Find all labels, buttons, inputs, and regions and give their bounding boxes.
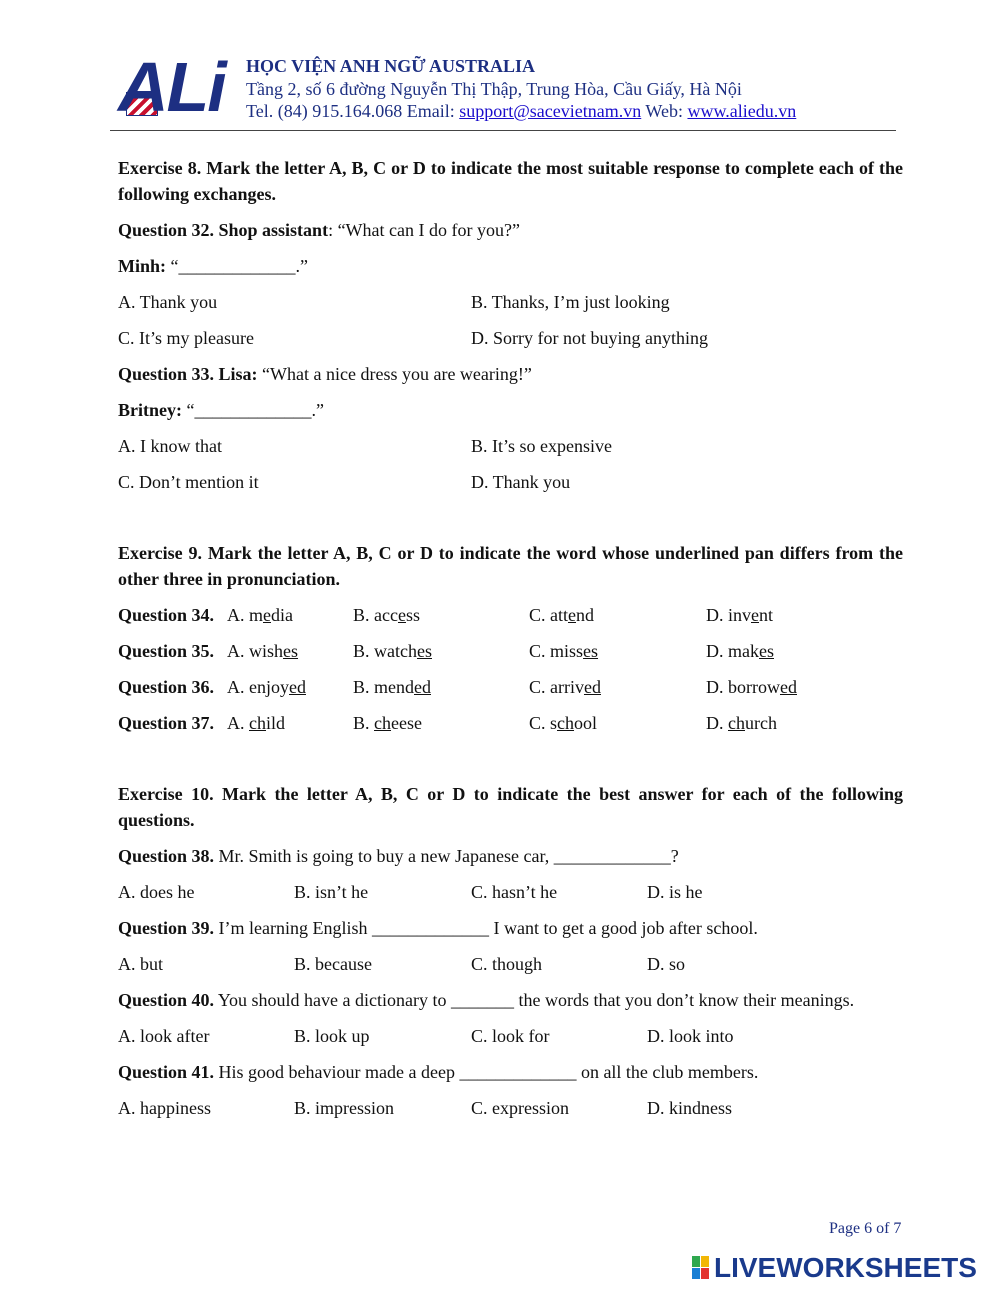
question-41-label: Question 41. bbox=[118, 1062, 215, 1082]
question-32-label: Question 32. Shop assistant bbox=[118, 220, 329, 240]
option-d[interactable]: D. Sorry for not buying anything bbox=[471, 328, 708, 348]
option-c[interactable]: C. look for bbox=[471, 1026, 550, 1046]
option-a[interactable]: A. wishes bbox=[227, 641, 299, 661]
tel-label: Tel. (84) 915.164.068 Email: bbox=[246, 101, 460, 121]
option-a[interactable]: A. but bbox=[118, 954, 163, 974]
options-row bbox=[118, 289, 903, 325]
option-c[interactable]: C. though bbox=[471, 954, 543, 974]
question-33 bbox=[118, 361, 903, 397]
exercise-10-instruction: Exercise 10. Mark the letter A, B, C or D to indicate the best answer for each of the following questions. bbox=[118, 784, 903, 830]
option-a[interactable]: A. does he bbox=[118, 882, 195, 902]
question-40 bbox=[118, 987, 903, 1013]
option-c[interactable]: C. It’s my pleasure bbox=[118, 328, 254, 348]
question-33-prompt: “What a nice dress you are wearing!” bbox=[257, 364, 532, 384]
page-number: Page 6 of 7 bbox=[829, 1220, 902, 1237]
web-link[interactable]: www.aliedu.vn bbox=[687, 101, 797, 121]
question-33-response bbox=[118, 397, 903, 433]
option-a[interactable]: A. happiness bbox=[118, 1098, 211, 1118]
question-40-label: Question 40. bbox=[118, 990, 215, 1010]
option-c[interactable]: C. expression bbox=[471, 1098, 569, 1118]
ali-logo bbox=[118, 48, 225, 126]
liveworksheets-icon bbox=[692, 1256, 710, 1280]
option-b[interactable]: B. because bbox=[294, 954, 372, 974]
option-b[interactable]: B. cheese bbox=[353, 713, 422, 733]
question-38-label: Question 38. bbox=[118, 846, 215, 866]
option-b[interactable]: B. access bbox=[353, 605, 420, 625]
options-row bbox=[118, 951, 903, 987]
question-32 bbox=[118, 217, 903, 253]
option-b[interactable]: B. isn’t he bbox=[294, 882, 369, 902]
answer-blank[interactable]: “_____________.” bbox=[166, 256, 308, 276]
option-d[interactable]: D. Thank you bbox=[471, 472, 571, 492]
option-b[interactable]: B. impression bbox=[294, 1098, 395, 1118]
option-b[interactable]: B. watches bbox=[353, 641, 432, 661]
option-c[interactable]: C. school bbox=[529, 713, 598, 733]
options-row bbox=[118, 1095, 903, 1131]
option-c[interactable]: C. hasn’t he bbox=[471, 882, 558, 902]
question-36 bbox=[118, 674, 903, 710]
institution-address: Tầng 2, số 6 đường Nguyễn Thị Thập, Trung Hòa, Cầu Giấy, Hà Nội bbox=[246, 79, 742, 99]
option-c[interactable]: C. attend bbox=[529, 605, 594, 625]
question-37 bbox=[118, 710, 903, 746]
speaker-minh: Minh: bbox=[118, 256, 167, 276]
spacer bbox=[118, 746, 903, 781]
exercise-9-instruction: Exercise 9. Mark the letter A, B, C or D to indicate the word whose underlined pan differs from the other three in pronunciation. bbox=[118, 543, 903, 589]
option-a[interactable]: A. I know that bbox=[118, 436, 222, 456]
question-32-response bbox=[118, 253, 903, 289]
option-d[interactable]: D. so bbox=[647, 954, 686, 974]
option-d[interactable]: D. makes bbox=[706, 641, 774, 661]
liveworksheets-brand[interactable] bbox=[692, 1252, 977, 1284]
question-39-text: I’m learning English _____________ I want to get a good job after school. bbox=[214, 918, 758, 938]
option-c[interactable]: C. arrived bbox=[529, 677, 601, 697]
header-divider bbox=[110, 130, 896, 131]
question-38-text: Mr. Smith is going to buy a new Japanese car, _____________? bbox=[214, 846, 679, 866]
question-39 bbox=[118, 915, 903, 951]
option-d[interactable]: D. borrowed bbox=[706, 677, 797, 697]
question-41-text: His good behaviour made a deep _____________ on all the club members. bbox=[214, 1062, 759, 1082]
question-35 bbox=[118, 638, 903, 674]
answer-blank[interactable]: “_____________.” bbox=[181, 400, 324, 420]
options-row bbox=[118, 325, 903, 361]
option-d[interactable]: D. church bbox=[706, 713, 777, 733]
option-b[interactable]: B. look up bbox=[294, 1026, 370, 1046]
option-d[interactable]: D. is he bbox=[647, 882, 703, 902]
option-a[interactable]: A. child bbox=[227, 713, 286, 733]
question-36-label: Question 36. bbox=[118, 677, 215, 697]
institution-title: HỌC VIỆN ANH NGỮ AUSTRALIA bbox=[246, 56, 536, 76]
question-34 bbox=[118, 602, 903, 638]
question-39-label: Question 39. bbox=[118, 918, 215, 938]
option-a[interactable]: A. look after bbox=[118, 1026, 210, 1046]
institution-contact bbox=[246, 101, 796, 122]
web-label: Web: bbox=[641, 101, 688, 121]
option-a[interactable]: A. enjoyed bbox=[227, 677, 306, 697]
email-link[interactable]: support@sacevietnam.vn bbox=[459, 101, 642, 121]
option-c[interactable]: C. misses bbox=[529, 641, 599, 661]
option-a[interactable]: A. Thank you bbox=[118, 292, 218, 312]
question-40-text: You should have a dictionary to _______ the words that you don’t know their meanings. bbox=[214, 990, 855, 1010]
question-37-label: Question 37. bbox=[118, 713, 215, 733]
question-34-label: Question 34. bbox=[118, 605, 215, 625]
speaker-britney: Britney: bbox=[118, 400, 182, 420]
page-header bbox=[0, 0, 1000, 135]
options-row bbox=[118, 433, 903, 469]
spacer bbox=[118, 505, 903, 540]
question-32-prompt: : “What can I do for you?” bbox=[328, 220, 520, 240]
option-b[interactable]: B. Thanks, I’m just looking bbox=[471, 292, 670, 312]
logo-text: ALi bbox=[118, 48, 225, 126]
options-row bbox=[118, 469, 903, 505]
options-row bbox=[118, 1023, 903, 1059]
worksheet-content bbox=[118, 155, 903, 1131]
option-d[interactable]: D. look into bbox=[647, 1026, 734, 1046]
question-35-label: Question 35. bbox=[118, 641, 215, 661]
exercise-8-instruction: Exercise 8. Mark the letter A, B, C or D to indicate the most suitable response to complete each of the following exchanges. bbox=[118, 158, 903, 204]
question-38 bbox=[118, 843, 903, 879]
option-d[interactable]: D. invent bbox=[706, 605, 774, 625]
option-b[interactable]: B. It’s so expensive bbox=[471, 436, 612, 456]
question-41 bbox=[118, 1059, 903, 1095]
options-row bbox=[118, 879, 903, 915]
option-c[interactable]: C. Don’t mention it bbox=[118, 472, 259, 492]
option-b[interactable]: B. mended bbox=[353, 677, 431, 697]
liveworksheets-text: LIVEWORKSHEETS bbox=[714, 1252, 977, 1283]
option-d[interactable]: D. kindness bbox=[647, 1098, 732, 1118]
option-a[interactable]: A. media bbox=[227, 605, 293, 625]
question-33-label: Question 33. Lisa: bbox=[118, 364, 258, 384]
